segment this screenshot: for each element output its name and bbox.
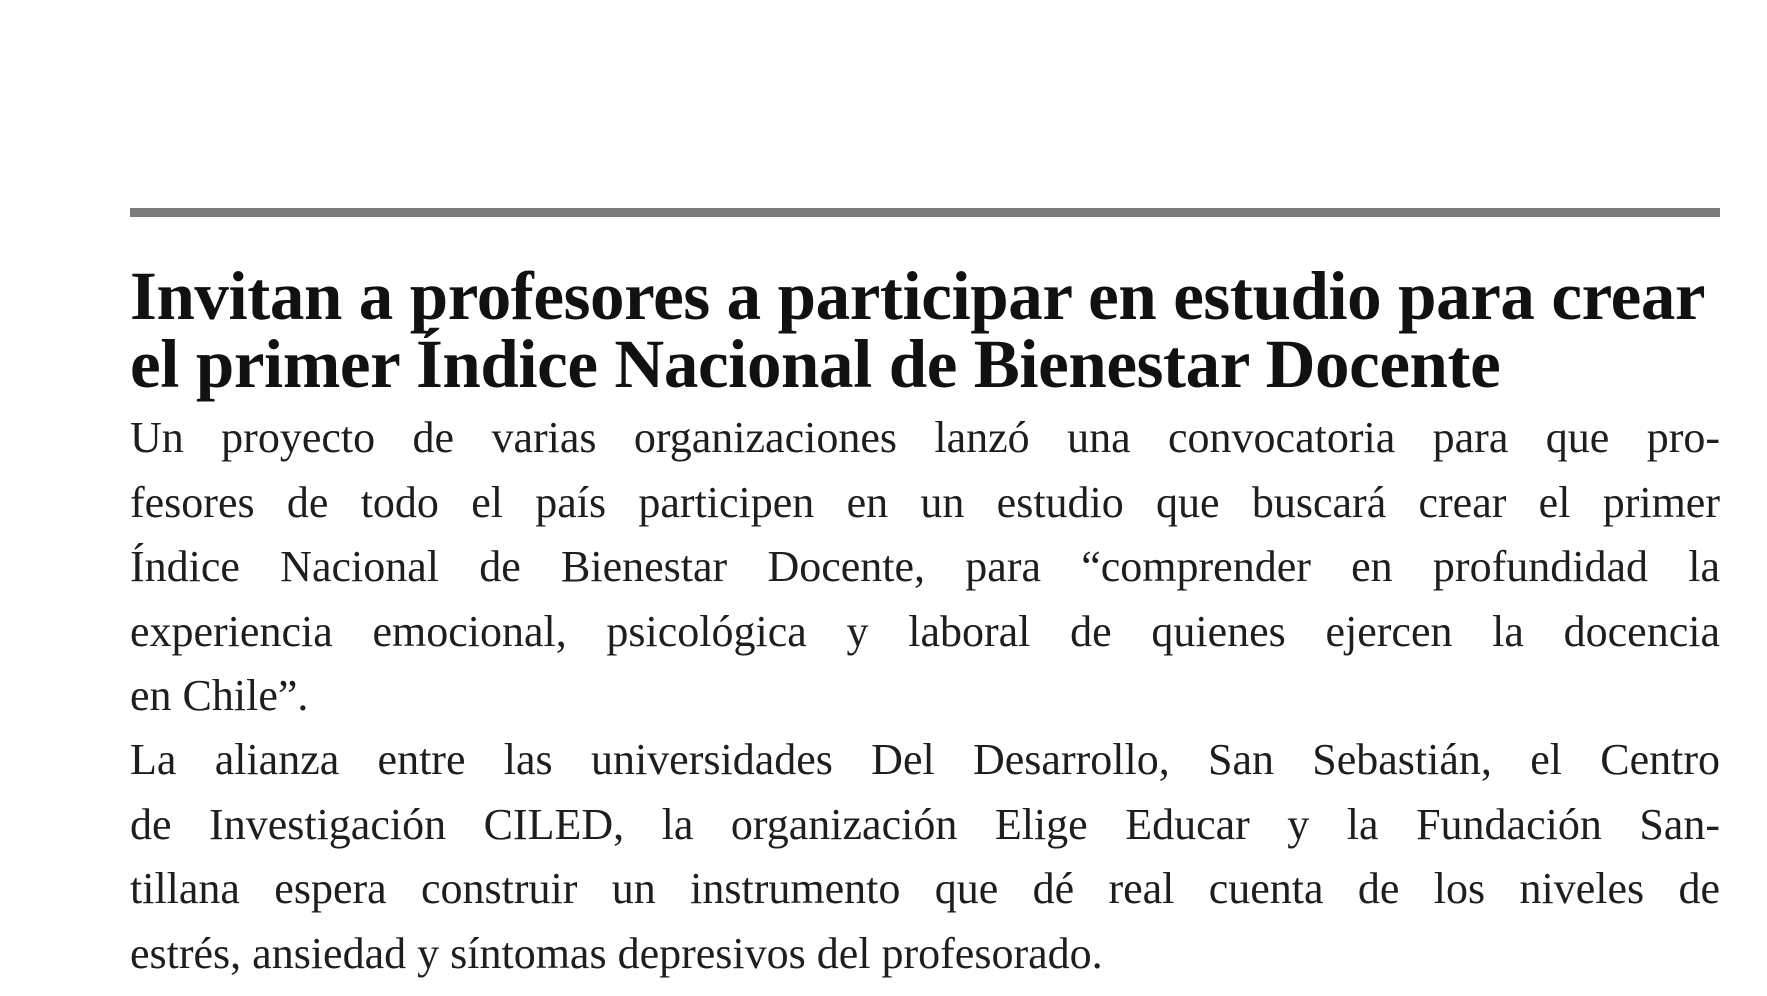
paragraph-line: Índice Nacional de Bienestar Docente, para “comprender en profundidad la: [130, 542, 1720, 591]
paragraph-line: estrés, ansiedad y síntomas depresivos del profesorado.: [130, 928, 1103, 978]
article-headline: [130, 258, 1730, 402]
paragraph-line: La alianza entre las universidades Del Desarrollo, San Sebastián, el Centro: [130, 735, 1720, 784]
paragraph-line: en Chile”.: [130, 671, 309, 720]
headline-line: Invitan a profesores a participar en estudio para crear: [130, 258, 1706, 334]
paragraph-line: de Investigación CILED, la organización Elige Educar y la Fundación San-: [130, 799, 1720, 849]
paragraph-line: fesores de todo el país participen en un estudio que buscará crear el primer: [130, 477, 1720, 527]
headline-line: el primer Índice Nacional de Bienestar Docente: [130, 326, 1501, 402]
paragraph-line: Un proyecto de varias organizaciones lanzó una convocatoria para que pro-: [130, 413, 1720, 462]
paragraph-line: experiencia emocional, psicológica y laboral de quienes ejercen la docencia: [130, 606, 1720, 656]
paragraph-line: tillana espera construir un instrumento que dé real cuenta de los niveles de: [130, 864, 1720, 913]
article-paragraph-2: [130, 728, 1720, 986]
article-paragraph-1: [130, 406, 1720, 729]
section-divider: [130, 208, 1720, 217]
